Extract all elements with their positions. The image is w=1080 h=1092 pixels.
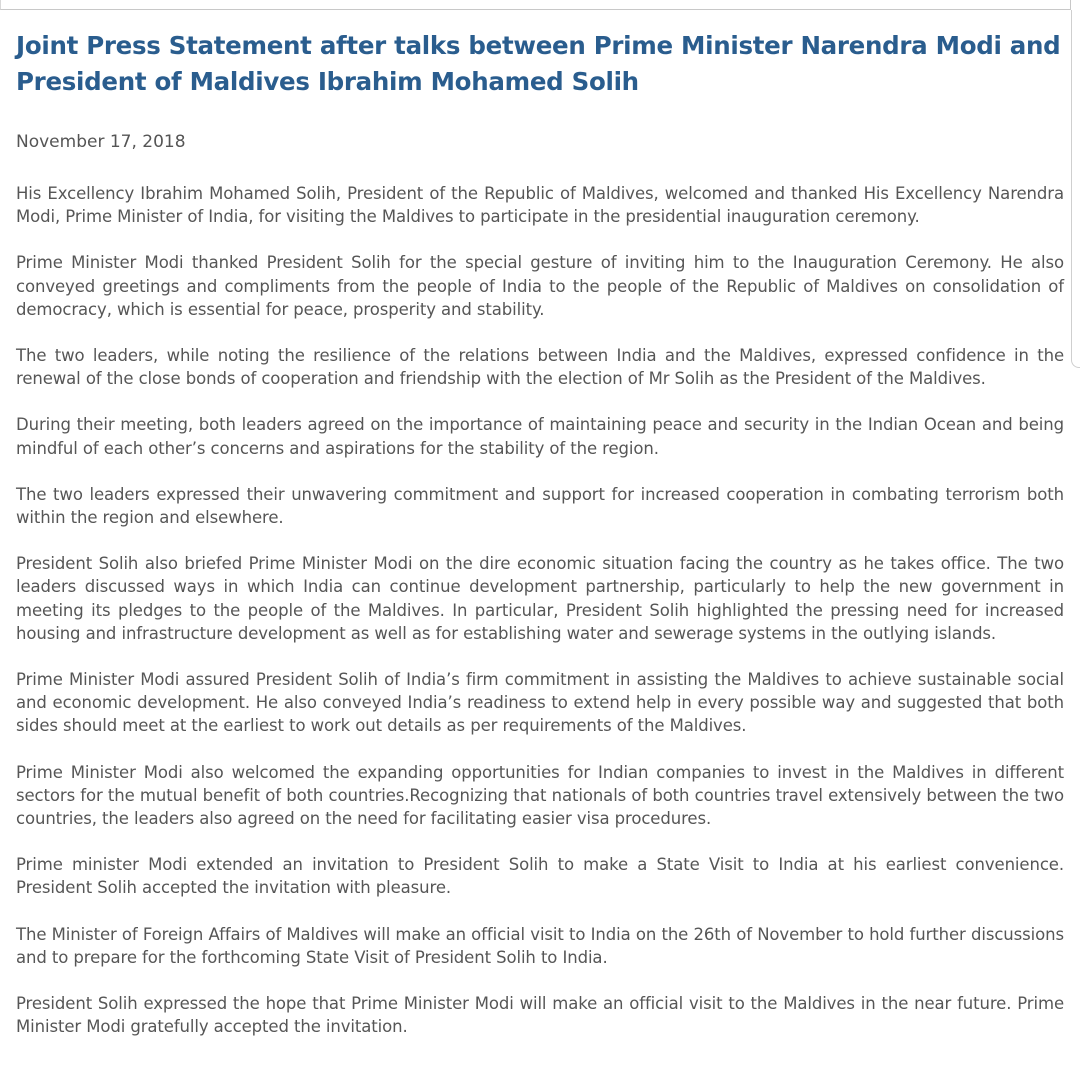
paragraph-4: During their meeting, both leaders agreed on the importance of maintaining peace and security in the Indian Ocean and being mindful of each other’s concerns and aspirations for the stability of the region. [16,415,1064,458]
article-body [16,182,1064,1038]
paragraph-2: Prime Minister Modi thanked President Solih for the special gesture of inviting him to the Inauguration Ceremony. He also conveyed greetings and compliments from the people of India to the people of the Republic of Maldives on consolidation of democracy, which is essential for peace, prosperity and stability. [16,253,1064,319]
paragraph-6: President Solih also briefed Prime Minister Modi on the dire economic situation facing the country as he takes office. The two leaders discussed ways in which India can continue development partnership, particularly to help the new government in meeting its pledges to the people of the Maldives. In particular, President Solih highlighted the pressing need for increased housing and infrastructure development as well as for establishing water and sewerage systems in the outlying islands. [16,554,1064,643]
article [16,28,1064,1061]
paragraph-9: Prime minister Modi extended an invitation to President Solih to make a State Visit to India at his earliest convenience. President Solih accepted the invitation with pleasure. [16,855,1064,898]
paragraph-1: His Excellency Ibrahim Mohamed Solih, President of the Republic of Maldives, welcomed and thanked His Excellency Narendra Modi, Prime Minister of India, for visiting the Maldives to participate in the presidential inauguration ceremony. [16,184,1064,227]
paragraph-10: The Minister of Foreign Affairs of Maldives will make an official visit to India on the 26th of November to hold further discussions and to prepare for the forthcoming State Visit of President Solih to India. [16,924,1064,967]
article-date: November 17, 2018 [16,132,186,152]
article-title: Joint Press Statement after talks between Prime Minister Narendra Modi and President of Maldives Ibrahim Mohamed Solih [16,31,1061,96]
paragraph-3: The two leaders, while noting the resilience of the relations between India and the Maldives, expressed confidence in the renewal of the close bonds of cooperation and friendship with the election of Mr Solih as the President of the Maldives. [16,346,1064,389]
scrollbar[interactable] [1071,10,1080,368]
paragraph-8: Prime Minister Modi also welcomed the expanding opportunities for Indian companies to invest in the Maldives in different sectors for the mutual benefit of both countries.Recognizing that nationals of both countries travel extensively between the two countries, the leaders also agreed on the need for facilitating easier visa procedures. [16,762,1064,829]
paragraph-7: Prime Minister Modi assured President Solih of India’s firm commitment in assisting the Maldives to achieve sustainable social and economic development. He also conveyed India’s readiness to extend help in every possible way and suggested that both sides should meet at the earliest to work out details as per requirements of the Maldives. [16,670,1064,736]
paragraph-11: President Solih expressed the hope that Prime Minister Modi will make an official visit to the Maldives in the near future. Prime Minister Modi gratefully accepted the invitation. [16,994,1064,1037]
paragraph-5: The two leaders expressed their unwavering commitment and support for increased cooperation in combating terrorism both within the region and elsewhere. [16,484,1064,528]
top-frame-border [0,0,1071,10]
